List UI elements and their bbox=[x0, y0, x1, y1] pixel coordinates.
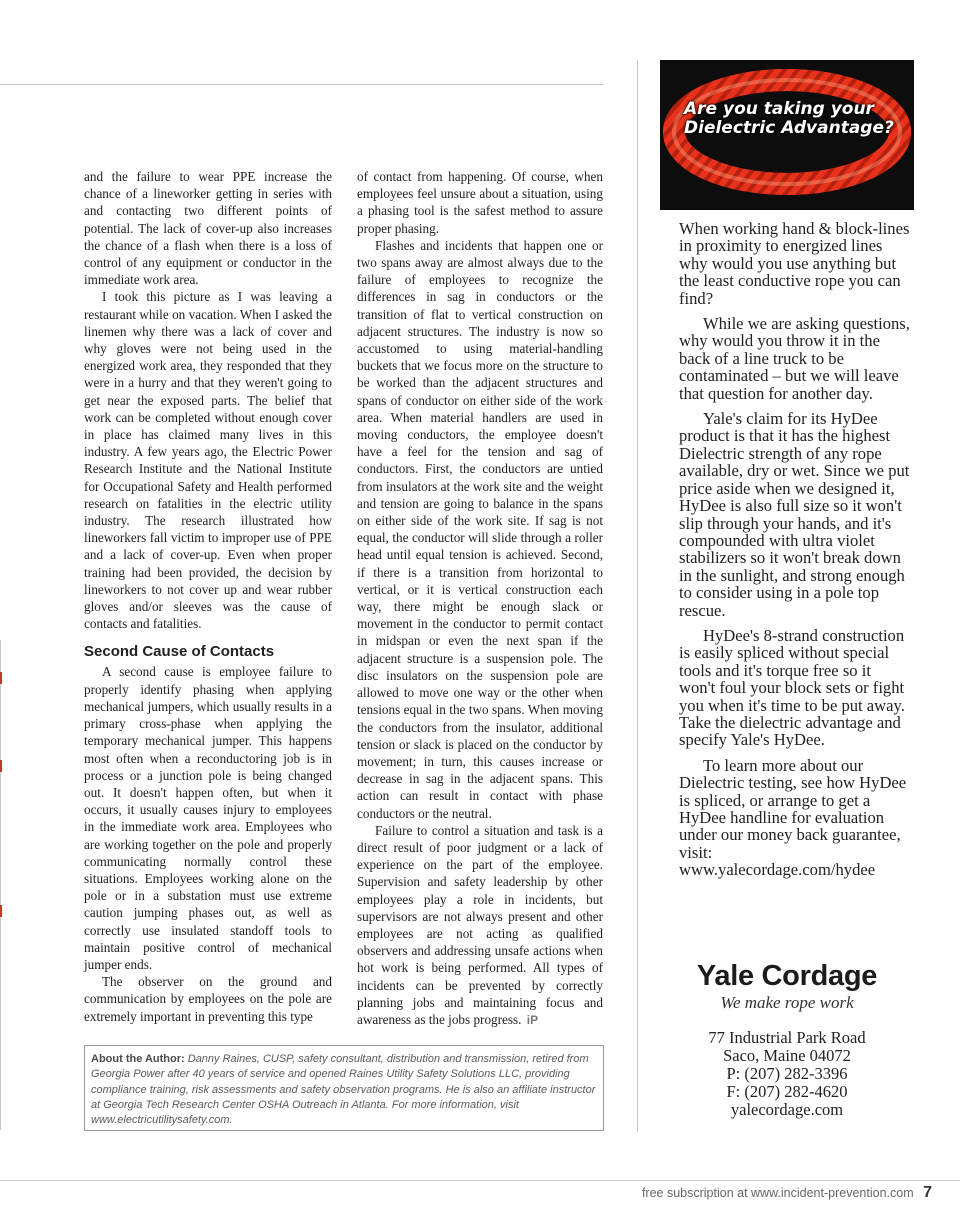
ad-paragraph: When working hand & block-lines in proximity to energized lines why would you use anything but the least conductive rope you can find? bbox=[679, 219, 910, 308]
brand-name: Yale Cordage bbox=[696, 960, 878, 992]
page-number: 7 bbox=[923, 1184, 932, 1201]
ad-copy bbox=[679, 220, 911, 887]
author-bio: Danny Raines, CUSP, safety consultant, distribution and transmission, retired from Georgia Power after 40 years of service and opened Raines Utility Safety Solutions LLC, providing compliance training, risk assessments and safety observation programs. He is also an affiliate instructor at Georgia Tech Research Center OSHA Outreach in Atlanta. For more information, visit www.electricutilitysafety.com. bbox=[91, 1053, 596, 1127]
author-box bbox=[84, 1045, 604, 1131]
footer bbox=[642, 1184, 932, 1202]
end-mark-icon: iP bbox=[526, 1012, 539, 1027]
edge-mark bbox=[0, 672, 2, 684]
article-column-2 bbox=[357, 168, 603, 1029]
section-heading: Second Cause of Contacts bbox=[84, 643, 275, 661]
footer-rule bbox=[0, 1180, 960, 1181]
brand-tagline: We make rope work bbox=[720, 993, 854, 1012]
left-edge-line bbox=[0, 640, 1, 1130]
address-line: 77 Industrial Park Road bbox=[708, 1028, 866, 1047]
footer-url-link[interactable]: www.incident-prevention.com bbox=[751, 1186, 914, 1200]
ad-headline-line: Dielectric Advantage? bbox=[684, 118, 894, 138]
article-paragraph: A second cause is employee failure to properly identify phasing when applying mechanical jumpers, which usually results in a primary cross-phase when applying the temporary mechanical jumper. This happens most often when a reconductoring job is in process or a junction pole is being changed out. It doesn't happen often, but when it occurs, it usually causes injury to employees in the immediate work area. Employees who are working together on the pole and properly communicating normally control these situations. Employees working alone on the pole or in a substation must use extreme caution jumping phases out, as well as correctly use insulated standoff tools to maintain positive control of mechanical jumper ends. bbox=[84, 664, 332, 972]
ad-headline bbox=[684, 100, 914, 138]
ad-paragraph: To learn more about our Dielectric testing, see how HyDee is spliced, or arrange to get a HyDee handline for evaluation under our money back guarantee, visit: www.yalecordage.com/hydee bbox=[679, 755, 907, 880]
address-line: Saco, Maine 04072 bbox=[723, 1046, 851, 1065]
edge-mark bbox=[0, 905, 2, 917]
ad-paragraph: HyDee's 8-strand construction is easily spliced without special tools and it's torque free so it won't foul your block sets or fight you when it's time to be put away. Take the dielectric advantage and specify Yale's HyDee. bbox=[679, 625, 905, 750]
author-label: About the Author: bbox=[91, 1053, 185, 1065]
article-paragraph: and the failure to wear PPE increase the chance of a lineworker getting in series with and contacting two different points of potential. The lack of cover-up also increases the chance of a flash when there is a loss of control of any equipment or conductor in the immediate work area. bbox=[84, 169, 332, 288]
address-block bbox=[660, 1029, 914, 1119]
footer-prefix: free subscription at bbox=[641, 1186, 748, 1200]
article-paragraph-text: Failure to control a situation and task is a direct result of poor judgment or a lack of experience on the part of the employee. Supervision and safety leadership by other employees play a role in incidents, but supervisors are not always present and other employees are not acting as qualified observers and addressing unsafe actions when hot work is being performed. All types of incidents can be prevented by correctly planning jobs and maintaining focus and awareness as the jobs progress. bbox=[357, 822, 603, 1027]
column-divider bbox=[637, 60, 638, 1132]
fax-line: F: (207) 282-4620 bbox=[726, 1082, 848, 1101]
ad-paragraph: While we are asking questions, why would you throw it in the back of a line truck to be contaminated – but we will leave that question for another day. bbox=[679, 314, 910, 403]
article-column-1 bbox=[84, 168, 332, 1025]
article-paragraph-last bbox=[357, 822, 603, 1029]
phone-line: P: (207) 282-3396 bbox=[726, 1064, 848, 1083]
ad-headline-line: Are you taking your bbox=[684, 99, 874, 119]
website-link[interactable]: yalecordage.com bbox=[730, 1100, 844, 1119]
top-rule bbox=[0, 84, 603, 85]
edge-mark bbox=[0, 760, 2, 772]
ad-banner bbox=[660, 60, 914, 210]
brand-block bbox=[660, 960, 914, 1013]
article-paragraph: Flashes and incidents that happen one or two spans away are almost always due to the failure of employees to recognize the differences in sag in conductors or the transition of flat to vertical construction on adjacent structures. The industry is now so accustomed to using material-handling buckets that we focus more on the structure to be worked than the adjacent structures and spans of conductor on either side of the work area. When material handlers are used in moving conductors, the employee doesn't have a feel for the tension and sag of conductors. First, the conductors are untied from insulators at the work site and the weight and tension are going to balance in the spans on either side of the work site. If sag is not equal, the conductor will slide through a roller head until equal tension is achieved. Second, if there is a transition from horizontal to vertical, or it is vertical construction each way, there might be enough slack or movement in the conductor to permit contact in midspan or even the next span if the adjacent structure is a suspension pole. The disc insulators on the suspension pole are allowed to move one way or the other when tensions equal in the two spans. When moving the conductors from the insulator, additional tension or slack is placed on the conductor by movement; in turn, this causes increase or decrease in sag in the adjacent spans. This action can result in contact with phase conductors or the neutral. bbox=[357, 237, 603, 821]
article-paragraph: The observer on the ground and communication by employees on the pole are extremely important in preventing this type bbox=[84, 974, 332, 1024]
article-paragraph: of contact from happening. Of course, when employees feel unsure about a situation, using a phasing tool is the safest method to assure proper phasing. bbox=[357, 169, 603, 236]
ad-paragraph: Yale's claim for its HyDee product is that it has the highest Dielectric strength of any rope available, dry or wet. Since we put price aside when we designed it, HyDee is also full size so it won't slip through your hands, and it's compounded with ultra violet stabilizers so it won't break down in the sunlight, and strong enough to consider using in a pole top rescue. bbox=[679, 409, 910, 620]
article-paragraph: I took this picture as I was leaving a restaurant while on vacation. When I asked the linemen why there was a lack of cover and why gloves were not being used in the energized work area, they responded that they were in a hurry and that they weren't going to get near the exposed parts. The belief that work can be completed without enough cover in place has claimed many lives in this industry. A few years ago, the Electric Power Research Institute and the National Institute for Occupational Safety and Health performed research on fatalities in the electric utility industry. The research illustrated how lineworkers fall victim to improper use of PPE and a lack of cover-up. Even when proper training had been provided, the decision by lineworkers to not cover up and wear rubber gloves and/or sleeves was the cause of contacts and fatalities. bbox=[84, 289, 332, 632]
